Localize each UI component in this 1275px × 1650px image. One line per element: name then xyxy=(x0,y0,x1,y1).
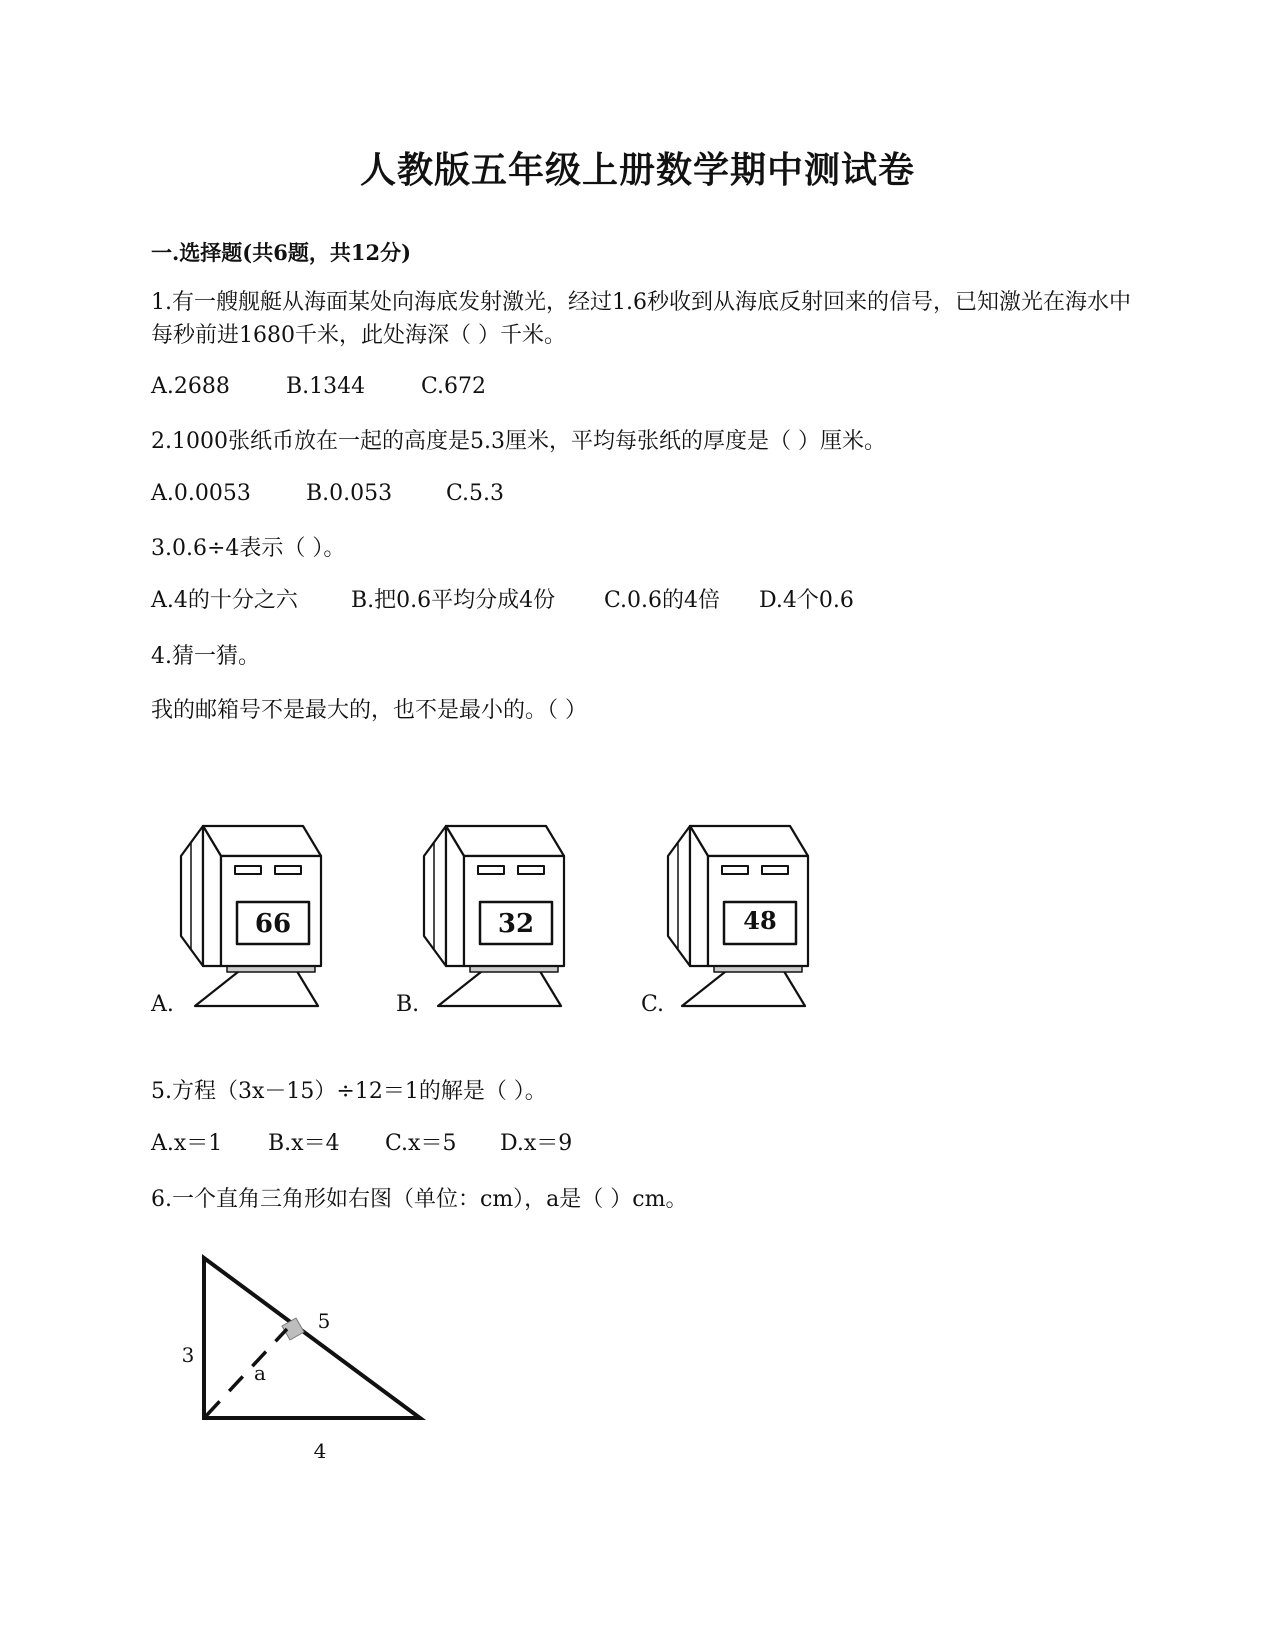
side-bottom-label: 4 xyxy=(313,1439,327,1463)
option-c[interactable]: C.672 xyxy=(421,374,487,399)
mailbox-number: 48 xyxy=(743,906,777,935)
option-a[interactable]: A.x＝1 xyxy=(151,1131,223,1156)
mailbox-c-figure xyxy=(660,818,840,1008)
section-heading: 一.选择题(共6题，共12分) xyxy=(151,240,412,265)
page-title: 人教版五年级上册数学期中测试卷 xyxy=(359,149,915,191)
option-b[interactable]: B.x＝4 xyxy=(268,1131,340,1156)
option-a[interactable]: A.0.0053 xyxy=(151,481,251,506)
question-2-options xyxy=(151,479,504,509)
option-a[interactable]: A. xyxy=(151,992,174,1017)
mailbox-stand-icon xyxy=(682,968,805,1006)
option-c[interactable]: C. xyxy=(641,992,665,1017)
option-d[interactable]: D.x＝9 xyxy=(500,1131,573,1156)
mailbox-number: 32 xyxy=(497,909,535,939)
mailbox-stand-icon xyxy=(195,968,318,1006)
option-b[interactable]: B.把0.6平均分成4份 xyxy=(351,588,556,613)
option-a[interactable]: A.4的十分之六 xyxy=(151,588,298,613)
right-triangle-figure xyxy=(172,1250,442,1470)
mailbox-b-figure xyxy=(416,818,596,1008)
question-2: 2.1000张纸币放在一起的高度是5.3厘米，平均每张纸的厚度是（ ）厘米。 xyxy=(151,429,886,454)
question-3: 3.0.6÷4表示（ ）。 xyxy=(151,536,346,561)
option-a[interactable]: A.2688 xyxy=(151,374,230,399)
option-b[interactable]: B.0.053 xyxy=(306,481,393,506)
mailbox-number: 66 xyxy=(254,909,292,939)
mailbox-a-figure xyxy=(173,818,353,1008)
side-hypotenuse-label: 5 xyxy=(317,1309,331,1333)
question-1-options xyxy=(151,372,486,402)
option-b[interactable]: B. xyxy=(396,992,420,1017)
question-1: 1.有一艘舰艇从海面某处向海底发射激光，经过1.6秒收到从海底反射回来的信号，已知激光在海水中每秒前进1680千米，此处海深（ ）千米。 xyxy=(151,290,1131,348)
mailbox-stand-icon xyxy=(438,968,561,1006)
height-label: a xyxy=(254,1361,266,1385)
option-c[interactable]: C.x＝5 xyxy=(385,1131,457,1156)
question-4-prompt: 我的邮箱号不是最大的，也不是最小的。（ ） xyxy=(151,698,587,723)
question-5-options xyxy=(151,1129,572,1159)
question-4: 4.猜一猜。 xyxy=(151,644,260,669)
question-5: 5.方程（3x－15）÷12＝1的解是（ ）。 xyxy=(151,1079,547,1104)
option-d[interactable]: D.4个0.6 xyxy=(759,588,854,613)
question-6: 6.一个直角三角形如右图（单位：cm），a是（ ）cm。 xyxy=(151,1187,688,1212)
side-left-label: 3 xyxy=(181,1343,195,1367)
option-b[interactable]: B.1344 xyxy=(286,374,366,399)
option-c[interactable]: C.0.6的4倍 xyxy=(604,588,721,613)
question-3-options xyxy=(151,586,854,616)
option-c[interactable]: C.5.3 xyxy=(446,481,505,506)
